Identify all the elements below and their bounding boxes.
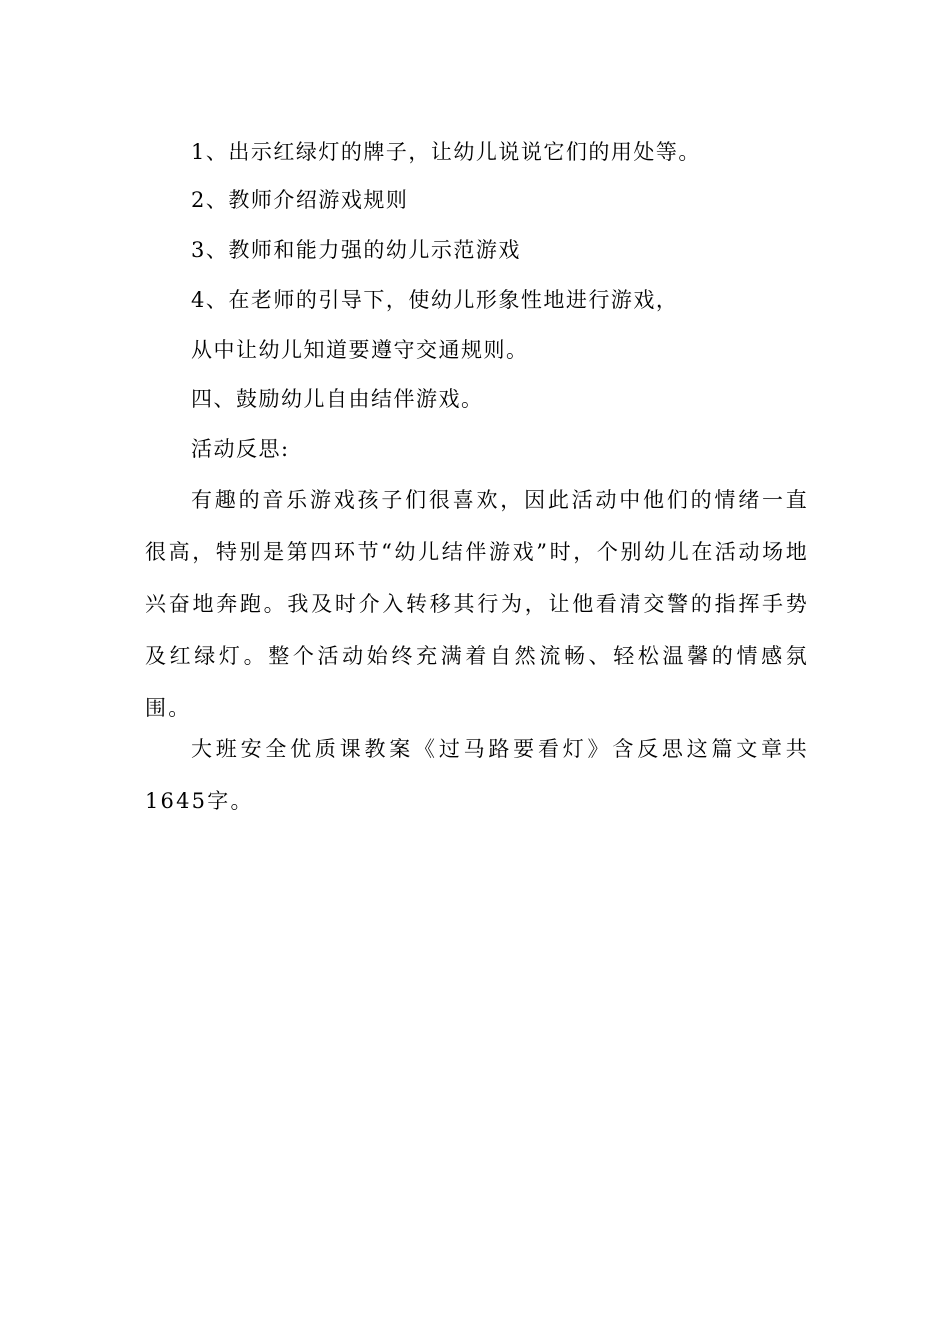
step-1: 1、出示红绿灯的牌子，让幼儿说说它们的用处等。 (191, 140, 701, 164)
reflection-body: 有趣的音乐游戏孩子们很喜欢，因此活动中他们的情绪一直很高，特别是第四环节“幼儿结伴游戏”时，个别幼儿在活动场地兴奋地奔跑。我及时介入转移其行为，让他看清交警的指挥手势及红绿灯。整个活动始终充满着自然流畅、轻松温馨的情感氛围。 (145, 488, 809, 720)
step-4-continued: 从中让幼儿知道要遵守交通规则。 (191, 338, 529, 362)
step-2: 2、教师介绍游戏规则 (191, 188, 409, 212)
step-4: 4、在老师的引导下，使幼儿形象性地进行游戏， (191, 288, 679, 312)
reflection-heading: 活动反思: (191, 437, 290, 461)
footer-note: 大班安全优质课教案《过马路要看灯》含反思这篇文章共1645字。 (145, 737, 809, 813)
step-3: 3、教师和能力强的幼儿示范游戏 (191, 238, 521, 262)
section-four: 四、鼓励幼儿自由结伴游戏。 (191, 387, 484, 411)
